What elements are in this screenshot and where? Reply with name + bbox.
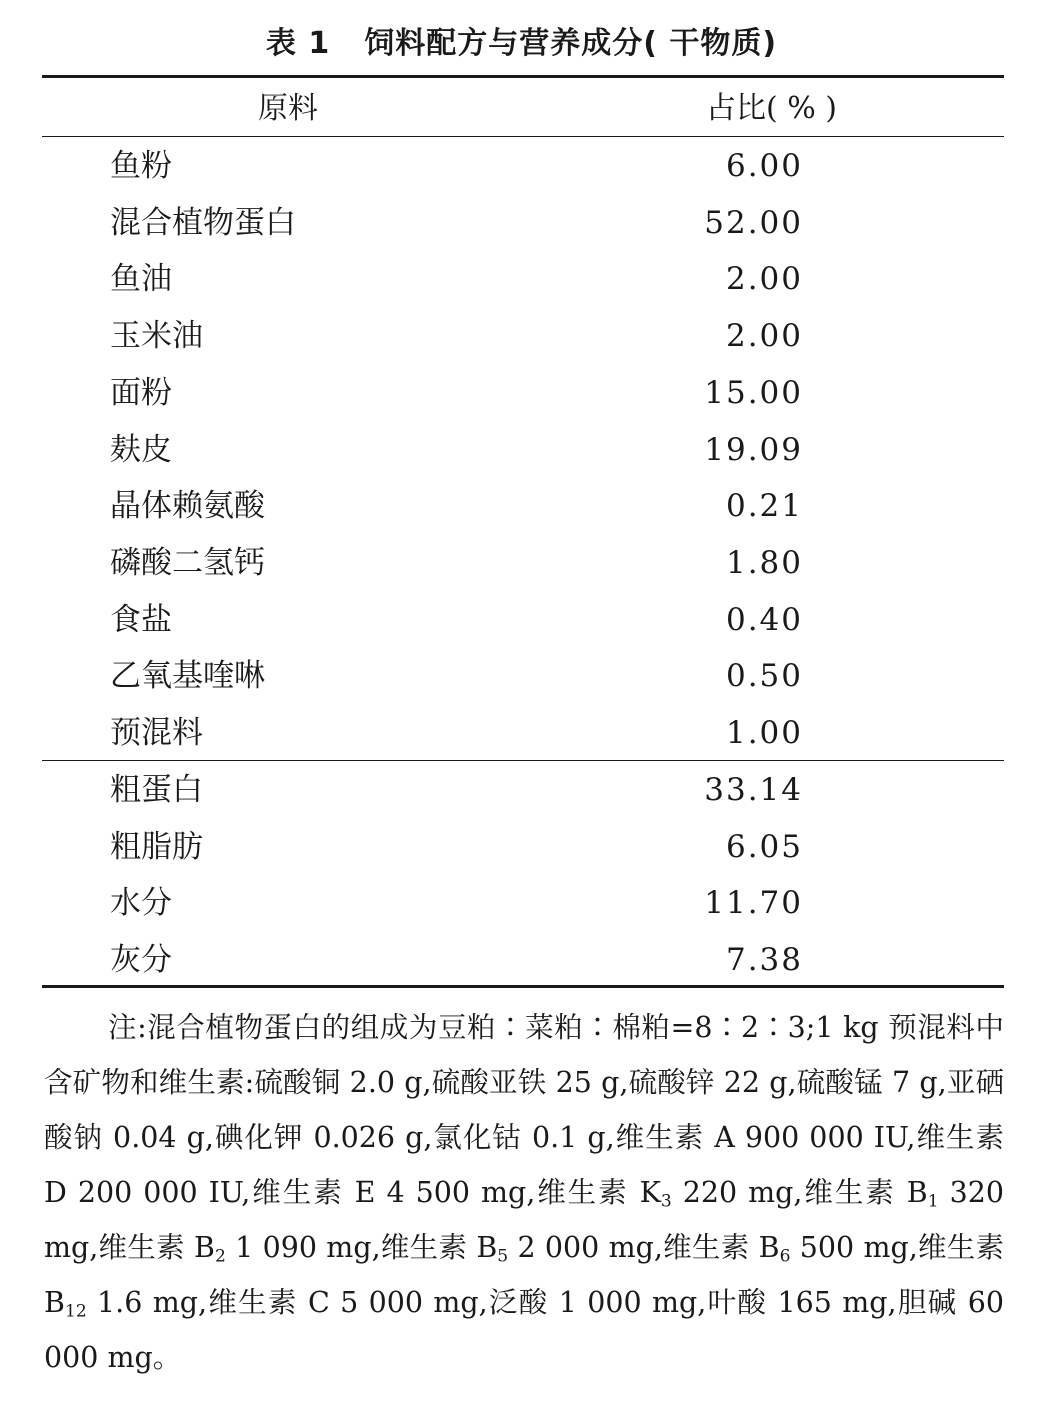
row-value: 11.70 <box>704 885 803 922</box>
row-value: 15.00 <box>704 374 803 411</box>
row-name: 麸皮 <box>110 431 172 468</box>
section-rule <box>42 760 1004 761</box>
table-note <box>44 1000 1004 1385</box>
row-value: 2.00 <box>725 318 803 355</box>
row-name: 鱼油 <box>110 261 172 298</box>
row-value: 52.00 <box>704 204 803 241</box>
table-row <box>0 705 1043 761</box>
row-value: 1.00 <box>725 715 803 751</box>
table-row <box>0 422 1043 478</box>
table-row <box>0 762 1043 818</box>
row-value: 0.50 <box>725 658 803 695</box>
row-value: 0.40 <box>725 601 803 638</box>
row-name: 面粉 <box>110 374 172 411</box>
table-row <box>0 478 1043 534</box>
row-name: 水分 <box>110 885 172 922</box>
top-rule <box>42 75 1004 78</box>
note-text: 注:混合植物蛋白的组成为豆粕∶菜粕∶棉粕=8∶2∶3;1 kg 预混料中含矿物和维生素:硫酸铜 2.0 g,硫酸亚铁 25 g,硫酸锌 22 g,硫酸锰 7 g,亚硒酸钠 0.04 g,碘化钾 0.026 g,氯化钴 0.1 g,维生素 A 900 000 IU,维生素 D 200 000 IU,维生素 E 4 500 mg,维生素 $K_3$ 220 mg,维生素 $B_1$ 320 mg,维生素 $B_2$ 1 090 mg,维生素 $B_5$ 2 000 mg,维生素 $B_6$ 500 mg,维生素 $B_{12}$ 1.6 mg,维生素 C 5 000 mg,泛酸 1 000 mg,叶酸 165 mg,胆碱 60 000 mg。 <box>44 1011 1004 1374</box>
row-name: 鱼粉 <box>110 148 172 184</box>
table-row <box>0 365 1043 421</box>
table-row <box>0 932 1043 988</box>
table-row <box>0 308 1043 364</box>
table-row <box>0 819 1043 875</box>
table-caption <box>0 18 1043 62</box>
row-name: 乙氧基喹啉 <box>110 658 265 695</box>
row-value: 1.80 <box>725 544 803 581</box>
column-header-ingredient: 原料 <box>258 91 318 126</box>
table-title: 饲料配方与营养成分( 干物质) <box>364 26 778 61</box>
table-row <box>0 875 1043 931</box>
table-row <box>0 195 1043 251</box>
table-row <box>0 592 1043 648</box>
row-name: 磷酸二氢钙 <box>110 544 265 581</box>
bottom-rule <box>42 985 1004 988</box>
table-row <box>0 138 1043 194</box>
row-value: 33.14 <box>704 772 803 808</box>
row-name: 预混料 <box>110 715 203 751</box>
row-value: 2.00 <box>725 261 803 298</box>
row-name: 灰分 <box>110 942 172 979</box>
row-value: 19.09 <box>704 431 803 468</box>
table-row <box>0 251 1043 307</box>
table-row <box>0 648 1043 704</box>
row-name: 玉米油 <box>110 318 203 355</box>
row-name: 食盐 <box>110 601 172 638</box>
row-name: 晶体赖氨酸 <box>110 488 265 525</box>
header-rule <box>42 136 1004 137</box>
table-number: 表 1 <box>265 26 331 61</box>
row-name: 粗蛋白 <box>110 772 203 808</box>
row-value: 7.38 <box>725 942 803 979</box>
row-value: 0.21 <box>725 488 803 525</box>
row-value: 6.00 <box>725 148 803 184</box>
column-header-percent: 占比( % ) <box>706 91 837 126</box>
row-name: 混合植物蛋白 <box>110 204 296 241</box>
table-row <box>0 535 1043 591</box>
row-value: 6.05 <box>725 828 803 865</box>
row-name: 粗脂肪 <box>110 828 203 865</box>
